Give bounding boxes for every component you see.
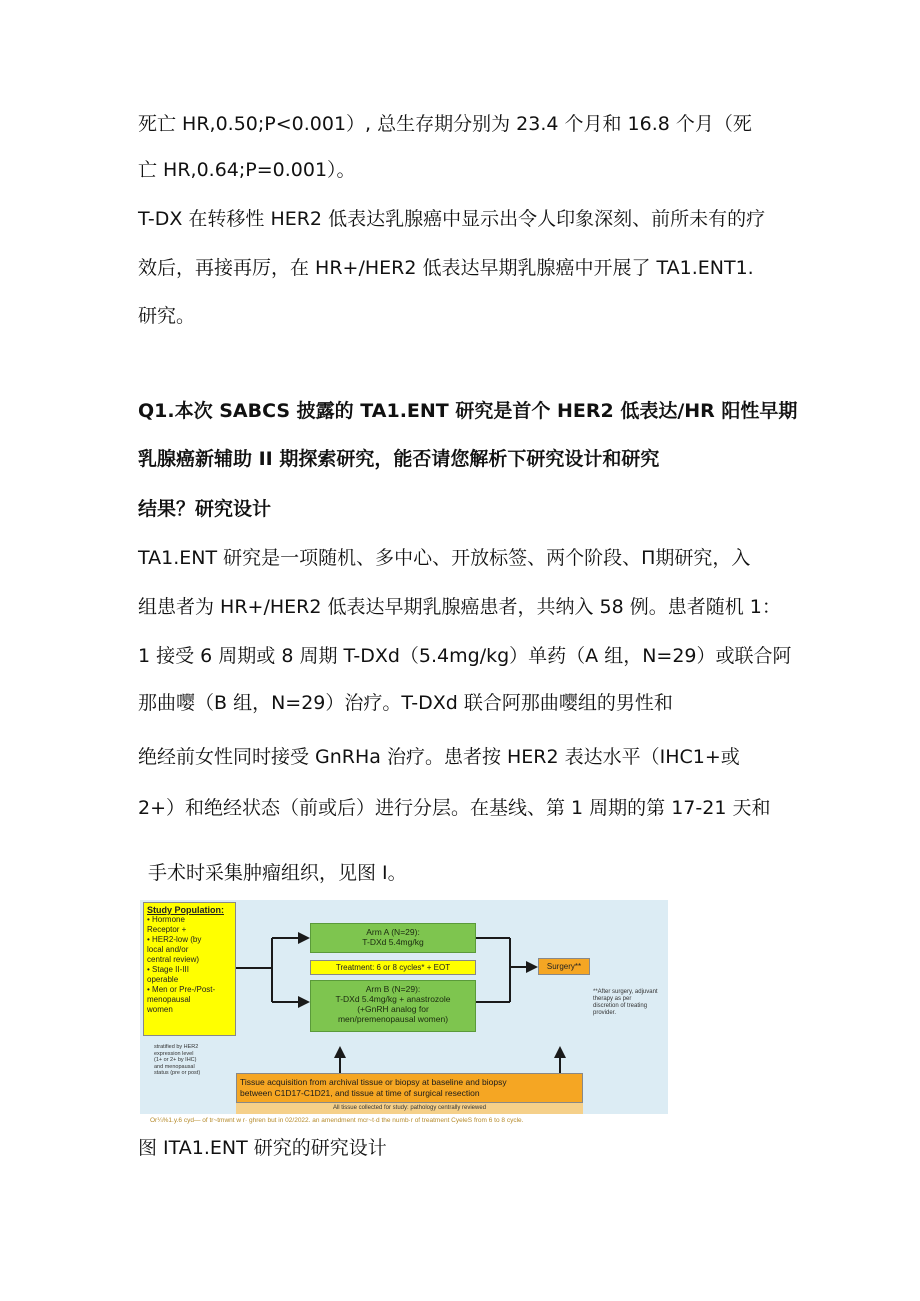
population-item: menopausal [147, 995, 191, 1004]
population-item: operable [147, 975, 179, 984]
population-title: Study Population: [147, 905, 224, 915]
question-heading: Q1.本次 SABCS 披露的 TA1.ENT 研究是首个 HER2 低表达/HR 阳性早期 [138, 400, 798, 422]
figure-footnote: Or¼%1.y.6 cyd— of tr~tmwnt w r· ghren but in 02/2022. an amendment mcr~t·d the numb·r of treatment CyeleS from 6 to 8 cycle. [150, 1117, 524, 1124]
text-line: 2+）和绝经状态（前或后）进行分层。在基线、第 1 周期的第 17-21 天和 [138, 797, 771, 819]
text-line: 组患者为 HR+/HER2 低表达早期乳腺癌患者，共纳入 58 例。患者随机 1： [138, 596, 781, 618]
surgery-box: Surgery** [538, 958, 590, 975]
note-line: **After surgery, adjuvant [593, 989, 658, 995]
text-line: TA1.ENT 研究是一项随机、多中心、开放标签、两个阶段、П期研究，入 [138, 547, 751, 569]
note-line: therapy as per [593, 996, 632, 1002]
population-item: women [147, 1005, 173, 1014]
arm-b-note: (+GnRH analog for [357, 1004, 429, 1014]
figure-caption: 图 ITA1.ENT 研究的研究设计 [138, 1137, 387, 1159]
section-heading: 结果？研究设计 [138, 498, 272, 520]
text-line: 手术时采集肿瘤组织，见图 I。 [148, 862, 407, 884]
population-item: • HER2-low (by [147, 935, 202, 944]
arm-b-note: men/premenopausal women) [337, 1014, 449, 1024]
population-item: central review) [147, 955, 200, 964]
note-line: status (pre or post) [154, 1070, 201, 1076]
population-item: Receptor + [147, 925, 187, 934]
text-line: 效后，再接再厉，在 HR+/HER2 低表达早期乳腺癌中开展了 TA1.ENT1. [138, 257, 754, 279]
study-population-box [143, 902, 236, 1036]
stratification-note [154, 1044, 234, 1077]
note-line: stratified by HER2 [154, 1044, 199, 1050]
all-tissue-note: All tissue collected for study: pathology centrally reviewed [236, 1103, 583, 1114]
tissue-line: between C1D17-C1D21, and tissue at time of surgical resection [240, 1088, 480, 1098]
note-line: provider. [593, 1010, 617, 1016]
population-item: • Men or Pre-/Post- [147, 985, 216, 994]
arm-a-box [310, 923, 476, 953]
note-line: and menopausal [154, 1063, 195, 1070]
text-line: T-DX 在转移性 HER2 低表达乳腺癌中显示出令人印象深刻、前所未有的疗 [138, 208, 766, 230]
arm-b-title: Arm B (N=29): [365, 984, 421, 994]
note-line: expression level [154, 1050, 194, 1057]
arm-b-box [310, 980, 476, 1032]
text-line: 死亡 HR,0.50;P<0.001）, 总生存期分别为 23.4 个月和 16.8 个月（死 [138, 113, 752, 135]
study-design-figure [140, 900, 668, 1114]
after-surgery-note [593, 989, 669, 1017]
text-line: 1 接受 6 周期或 8 周期 T-DXd（5.4mg/kg）单药（A 组，N=29）或联合阿 [138, 645, 792, 667]
text-line: 绝经前女性同时接受 GnRHa 治疗。患者按 HER2 表达水平（IHC1+或 [138, 746, 740, 768]
population-item: • Hormone [147, 915, 185, 924]
text-line: 亡 HR,0.64;P=0.001）。 [138, 159, 356, 181]
note-line: (1+ or 2+ by IHC) [154, 1057, 197, 1063]
note-line: discretion of treating [593, 1003, 648, 1009]
population-item: • Stage II-III [147, 965, 189, 974]
text-line: 研究。 [138, 305, 196, 327]
text-line: 那曲嘤（B 组，N=29）治疗。T-DXd 联合阿那曲嘤组的男性和 [138, 692, 673, 714]
treatment-box: Treatment: 6 or 8 cycles* + EOT [310, 960, 476, 975]
tissue-line: Tissue acquisition from archival tissue or biopsy at baseline and biopsy [240, 1077, 507, 1087]
question-heading: 乳腺癌新辅助 II 期探索研究，能否请您解析下研究设计和研究 [138, 448, 660, 470]
arm-a-dose: T-DXd 5.4mg/kg [362, 937, 424, 947]
population-item: local and/or [147, 945, 189, 954]
arm-a-title: Arm A (N=29): [366, 927, 420, 937]
tissue-acquisition-box [236, 1073, 583, 1103]
arm-b-dose: T-DXd 5.4mg/kg + anastrozole [335, 994, 451, 1004]
